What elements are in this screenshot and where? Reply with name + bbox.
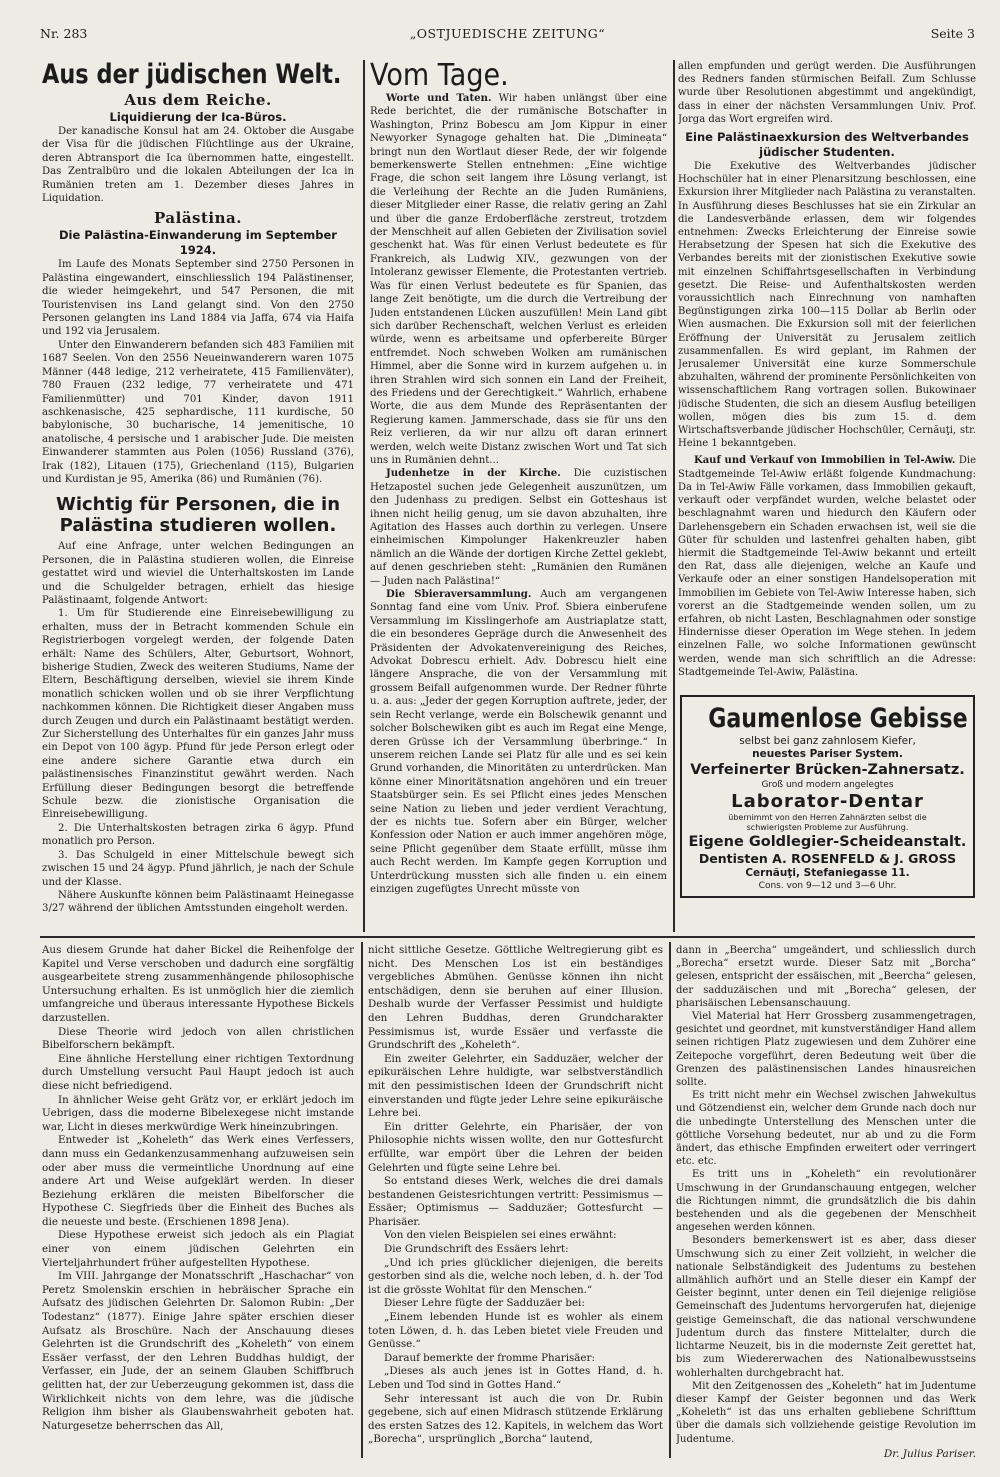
ad-line: Groß und modern angelegtes (761, 780, 894, 790)
article-text: Es tritt uns in „Koheleth“ ein revolutionärer Umschwung in der Grundanschauung entgegen, welcher die Richtungen nimmt, die grundsätzlich die bis dahin bestehenden und als die gegebenen der Menschheit angesehen werden können. (676, 1169, 976, 1234)
ad-line: neuestes Pariser System. (752, 748, 903, 760)
article-lead: Worte und Taten. (386, 92, 492, 104)
article-text: „Und ich pries glücklicher diejenigen, die bereits gestorben sind als die, welche noch leben, d. h. der Tod ist die grösste Wohltat für den Menschen.“ (368, 1256, 663, 1296)
article-text: Nähere Auskunfte können beim Palästinaamt Heinegasse 3/27 während der üblichen Amtsstunden eingeholt werden. (42, 889, 354, 915)
article-text: Sehr interessant ist auch die von Dr. Rubin gegebene, sich auf einen Midrasch stützende Erklärung des ersten Satzes des 12. Kapitels, in welchem das Wort „Borecha“, ursprünglich „Borcha“ lautend, (368, 1392, 663, 1446)
article-lead: Kauf und Verkauf von Immobilien in Tel-Awiw. (694, 455, 956, 467)
article-text: Dieser Lehre fügte der Sadduzäer bei: (384, 1297, 585, 1310)
article-text (370, 92, 667, 467)
ad-title: Gaumenlose Gebisse (708, 703, 968, 734)
author-signature: Dr. Julius Pariser. (883, 1447, 976, 1459)
column-3 (678, 60, 976, 690)
ad-line: Eigene Goldlegier-Scheideanstalt. (688, 834, 967, 850)
article-text: Von den vielen Beispielen sei eines erwähnt: (384, 1229, 617, 1242)
article-text: Diese Theorie wird jedoch von allen christlichen Bibelforschern bekämpft. (42, 1025, 354, 1052)
bottom-column-2 (368, 944, 663, 1459)
article-text: 1. Um für Studierende eine Einreisebewilligung zu erhalten, muss der in Betracht kommenden Schule ein Registrierbogen vorgelegt werden, der folgende Daten erhält: Name des Schülers, Alter, Geburtsort, Wohnort, bisherige Studien, Zweck des weiteren Studiums, Name der Eltern, Beschäftigung derselben, wieviel sie ihrem Kinde monatlich schicken wollen und ob sie ihrer Verpflichtung nachkommen können. Die Richtigkeit dieser Angaben muss durch Zeugen und durch ein Palästinaamt bestätigt werden. Zur Sicherstellung des Unterhaltes für ein ganzes Jahr muss ein Depot von 100 ägyp. Pfund für jede Person erlegt oder eine andere sichere Garantie etwa durch ein palästinensisches Finanzinstitut gewährt werden. Nach Erfüllung dieser Bedingungen besorgt die betreffende Schule bezw. die zionistische Organisation die Einreisebewilligung. (42, 608, 354, 821)
article-text: Auf eine Anfrage, unter welchen Bedingungen an Personen, die in Palästina studieren wollen, die Einreise gestattet wird und wieviel die Unterhaltskosten im Lande und die Schulgelder betragen, erhielt das hiesige Palästinaamt, folgende Antwort: (42, 541, 354, 606)
article-text: nicht sittliche Gesetze. Göttliche Weltregierung gibt es nicht. Des Menschen Los ist ein beständiges vergebliches Abmühen. Genüsse können ihn nicht entschädigen, denn sie beruhen auf einer Illusion. Deshalb wurde der Verfasser Pessimist und huldigte den Lehren Buddhas, deren Grundcharakter Pessimismus ist, wurde Essäer und verfasste die Grundschrift des „Koheleth“. (368, 944, 663, 1052)
article-text: Entweder ist „Koheleth“ das Werk eines Verfessers, dann muss ein Gedankenzusammenhang aufzuweisen sein oder aber muss die vermeintliche Unordnung auf eine andere Art und Weise aufgeklärt werden. In dieser Beziehung erklären die meisten Bibelforscher die Hypothese C. Siegfrieds über die Einheit des Buches als die neueste und beste. (Erschienen 1898 Jena). (42, 1134, 354, 1228)
article-text: 3. Das Schulgeld in einer Mittelschule bewegt sich zwischen 15 und 24 ägyp. Pfund jährlich, je nach der Schule und der Klasse. (42, 849, 354, 888)
article-text: Ein dritter Gelehrte, ein Pharisäer, der von Philosophie nichts wissen wollte, den nur Gottesfurcht erfüllte, war empört über die Lehren der beiden Gelehrten und fügte seine Lehre bei. (368, 1120, 663, 1174)
section-rule (40, 936, 975, 938)
article-text: Die Grundschrift des Essäers lehrt: (384, 1243, 569, 1256)
section-heading: Palästina. (154, 209, 242, 228)
article-text: Diese Hypothese erweist sich jedoch als ein Plagiat einer von einem jüdischen Gelehrten ein Vierteljahrhundert früher aufgestellten Hypothese. (42, 1229, 354, 1269)
article-text: Mit den Zeitgenossen des „Koheleth“ hat im Judentume dieser Kampf der Geister begonnen und das Werk „Koheleth“ ist das uns erhalten gebliebene Schrifttum über die damals sich vollziehende geistige Revolution im Judentume. (676, 1380, 976, 1445)
column-1 (42, 60, 354, 932)
article-body: Die Stadtgemeinde Tel-Awiw erläßt folgende Kundmachung: Da in Tel-Awiw Fälle vorkamen, dass Immobilien gekauft, verkauft oder verpfändet wurden, welche belastet oder beschlagnahmt waren und hiedurch den Käufern oder Darlehensgebern ein Schaden erwachsen ist, weil sie die Güter für schulden und lastenfrei gehalten haben, gibt hiermit die Stadtgemeinde Tel-Awiw bekannt und erteilt den Rat, dass alle diejenigen, welche an Kaufe und Verkaufe oder an einer sonstigen Handelsoperation mit Immobilien im Gebiete von Tel-Awiw Interesse haben, sich vorerst an die Stadtgemeinde wenden sollen, um zu erfahren, ob nicht Lasten, Beschlagnahmen oder sonstige Hindernisse dieser Operation im Wege stehen. In jedem einzelnen Falle, wo solche Informationen gewünscht werden, wende man sich schriftlich an die Adresse: Stadtgemeinde Tel-Awiw, Palästina. (678, 455, 976, 678)
article-text (370, 588, 667, 896)
article-text: „Dieses als auch jenes ist in Gottes Hand, d. h. Leben und Tod sind in Gottes Hand.“ (368, 1365, 663, 1391)
article-text: Besonders bemerkenswert ist es aber, dass dieser Umschwung sich zu einer Zeit vollzieht, in welcher die nationale Selbständigkeit des Judentums zu bestehen allmählich aufhört und an Stelle dieser ein Kampf der Geister beginnt, unter denen ein Teil diejenige religiöse Gemeinschaft des Judentums hervorgerufen hat, diejenige geistige Gemeinschaft, die das national verschwundene Judentum durch das finstere Mittelalter, durch die lichtarme Neuzeit, bis in die modernste Zeit gerettet hat, bis zum Wiedererwachen des Nationalbewusstseins wohlerhalten durchgebracht hat. (676, 1235, 976, 1379)
article-text: Die Exekutive des Weltverbandes jüdischer Hochschüler hat in einer Plenarsitzung beschlossen, eine Exkursion ihrer Mitglieder nach Palästina zu veranstalten. In Ausführung dieses Beschlusses hat sie ein Zirkular an die Landesverbände erlassen, dem wir folgendes entnehmen: Zwecks Erleichterung der Einreise sowie Herabsetzung der Spesen hat sich die Exekutive des Verbandes bereits mit der zionistischen Exekutive sowie mit einzelnen Schiffahrtsgesellschaften in Verbindung gesetzt. Die Reise- und Aufenthaltskosten werden voraussichtlich nach Einrechnung von namhaften Begünstigungen zirka 100—115 Dollar ab Berlin oder Wien ausmachen. Die Exkursion soll mit der feierlichen Eröffnung der Universität zu Jerusalem zeitlich zusammenfallen. Es wird geplant, im Rahmen der Jerusalemer Universität eine kurze Sommerschule abzuhalten, während der prominente Persönlichkeiten von wissenschaftlichem Rang vortragen sollen. Bukowinaer jüdische Studenten, die sich an diesem Ausflug beteiligen wollen, mögen dies bis zum 15. d. dem Wirtschaftsverbande jüdischer Hochschüler, Cernăuţi, str. Heine 1 bekanntgeben. (678, 161, 976, 450)
article-headline: Liquidierung der Ica-Büros. (109, 110, 287, 124)
article-text: dann in „Beercha“ umgeändert, und schliesslich durch „Borecha“ ersetzt wurde. Dieser Satz mit „Borcha“ gelesen, entspricht der essäischen, mit „Beercha“ gelesen, der sadduzäischen und mit „Borecha“ gelesen, der pharisäischen Lebensanschauung. (676, 945, 976, 1009)
article-headline: Eine Palästinaexkursion des Weltverbandes jüdischer Studenten. (685, 130, 969, 160)
ad-line: Verfeinerter Brücken-Zahnersatz. (690, 762, 965, 778)
ad-line: Laborator-Dentar (731, 791, 924, 812)
page-number: Seite 3 (930, 26, 975, 41)
column-rule (363, 60, 365, 932)
article-text (370, 467, 667, 588)
article-text: Der kanadische Konsul hat am 24. Oktober die Ausgabe der Visa für die jüdischen Flüchtlinge aus der Ukraine, deren Abtransport die Ica übernommen hatte, eingestellt. Das Zentralbüro und die lokalen Abteilungen der Ica in Rumänien treten am 1. Dezember dieses Jahres in Liquidation. (42, 126, 354, 205)
ad-line: Dentisten A. ROSENFELD & J. GROSS (698, 851, 957, 866)
article-body: Auch am vergangenen Sonntag fand eine vom Univ. Prof. Sbiera einberufene Versammlung im Kisslingerhofe am Austriaplatze statt, die ein besonderes Gepräge durch die Anwesenheit des Präsidenten der Advokatenvereinigung des Reiches, Advokat Dobrescu erhielt. Adv. Dobrescu hielt eine längere Ansprache, die von der Versammlung mit grossem Beifall aufgenommen wurde. Der Redner führte u. a. aus: „Jeder der gegen Korruption auftrete, jeder, der sein Recht verlange, werde ein Bolschewik genannt und solcher Bolschewiken gibt es auch im Regat eine Menge, deren Grüsse ich der Versammlung überbringe.“ In unserem reichen Lande sei Platz für alle und es sei kein Grund vorhanden, die Minoritäten zu unterdrücken. Man könne einer Minoritätsnation angehören und ein treuer Staatsbürger sein. Es sei Pflicht eines jedes Menschen seine Nation zu lieben und jeder verdient Verachtung, der es nichts tue. Sofern aber ein Bürger, welcher Konfession oder Nation er auch immer angehören möge, seine Pflicht gegenüber dem Staate erfüllt, müsse ihm auch Recht werden. Im Kampfe gegen Korruption und Unterdrückung mussten sich alle finden u. ein einem einzigen zugefügtes Unrecht müsste von (370, 589, 667, 895)
ad-line: Cernăuţi, Stefaniegasse 11. (745, 867, 910, 879)
column-rule (361, 942, 363, 1458)
ad-line: Cons. von 9—12 und 3—6 Uhr. (758, 881, 897, 891)
bottom-column-1 (42, 944, 354, 1459)
article-text: Darauf bemerkte der fromme Pharisäer: (384, 1351, 595, 1364)
article-text: Im VIII. Jahrgange der Monatsschrift „Haschachar“ von Peretz Smolenskin erschien in hebräischer Sprache ein Aufsatz des jüdischen Gelehrten Dr. Salomon Rubin: „Der Todestanz“ (1877). Einige Jahre später erschien dieser Aufsatz als Broschüre. Nach der Anschauung dieses Gelehrten ist die Grundschrift des „Koheleth“ von einem Essäer verfasst, der den Lehren Buddhas huldigt, der Verfasser, ein Jude, der an seinem Glauben Schiffbruch gelitten hat, der zur Ueberzeugung gekommen ist, dass die Wirklichkeit nichts von dem lehre, was die jüdische Religion ihm bisher als Glaubenswahrheit geboten hat. Naturgesetze beherrschen das All, (42, 1270, 354, 1432)
article-text: Unter den Einwanderern befanden sich 483 Familien mit 1687 Seelen. Von den 2556 Neueinwanderern waren 1075 Männer (448 ledige, 212 verheiratete, 415 Familienväter), 780 Frauen (232 ledige, 77 verheiratete und 471 Familienmütter) und 701 Kinder, davon 1911 aschkenasische, 425 sephardische, 111 kurdische, 50 babylonische, 30 bucharische, 14 jemenitische, 10 anatolische, 4 persische und 1 arabischer Jude. Die meisten Einwanderer stammten aus Polen (1056) Russland (376), Irak (182), Litauen (175), Griechenland (115), Bulgarien und Kurdistan je 95, Amerika (86) und Rumänien (76). (42, 339, 354, 485)
article-text: „Einem lebenden Hunde ist es wohler als einem toten Löwen, d. h. das Leben bietet viele Freuden und Genüsse.“ (368, 1311, 663, 1351)
article-lead: Judenhetze in der Kirche. (386, 467, 561, 480)
article-text (678, 454, 976, 678)
column-2 (370, 60, 667, 932)
article-lead: Die Sbieraversammlung. (386, 588, 532, 601)
article-body: Wir haben unlängst über eine Rede berichtet, die der rumänische Botschafter in Washington, Prinz Bobescu am Jom Kippur in einer Newyorker Synagoge gehalten hat. Die „Diminea̦ta“ bringt nun den Wortlaut dieser Rede, der wir folgende bemerkenswerte Stellen entnehmen: „Eine wichtige Frage, die schon seit langem ihre Lösung verlangt, ist die Verleihung der Rechte an die Juden Rumäniens, dieser Mitglieder einer Rasse, die relativ gering an Zahl und über die ganze Erdoberfläche zerstreut, trotzdem der Menschheit auf allen Gebieten der Zivilisation soviel geschenkt hat. Was für einen Verlust bedeutete es für Frankreich, als Ludwig XIV., gezwungen von der Intoleranz gewisser Elemente, die Protestanten vertrieb. Was für einen Verlust bedeutete es für Spanien, das lange Zeit benötigte, um die durch die Vertreibung der Juden entstandenen Lücken auszufüllen! Mein Land gibt sich darüber Rechenschaft, welchen Verlust es erleiden würde, wenn es arbeitsame und opferbereite Bürger entfremdet. Noch schweben Wolken am rumänischen Himmel, aber die Sonne wird in kurzem aufgehen u. in ihren Strahlen wird sich sonnen ein Land der Freiheit, des Friedens und der Gerechtigkeit.“ Wahrlich, erhabene Worte, die aus dem Munde des Repräsentanten der Regierung kamen. Jammerschade, dass sie für uns den Reiz verlieren, da wir nur allzu oft daran erinnert werden, welch weite Distanz zwischen Wort und Tat sich uns in Rumänien dehnt... (370, 93, 667, 466)
ad-line: übernimmt von den Herren Zahnärzten selbst die schwierigsten Probleme zur Ausführung. (728, 813, 927, 832)
article-text: 2. Die Unterhaltskosten betragen zirka 6 ägyp. Pfund monatlich pro Person. (42, 822, 354, 848)
section-heading: Aus dem Reiche. (124, 91, 272, 109)
article-text: So entstand dieses Werk, welches die drei damals bestandenen Geistesrichtungen vertritt: Pessimismus — Essäer; Optimismus — Sadduzäer; Gottesfurcht — Pharisäer. (368, 1175, 663, 1228)
masthead (40, 26, 975, 44)
main-headline: Aus der jüdischen Welt. (42, 60, 342, 90)
article-headline: Wichtig für Personen, die in Palästina studieren wollen. (55, 494, 341, 537)
issue-number: Nr. 283 (40, 26, 88, 41)
ad-line: selbst bei ganz zahnlosem Kiefer, (739, 735, 916, 747)
article-body: Die cuzistischen Hetzapostel suchen jede Gelegenheit auszunützen, um den Judenhass zu predigen. Selbst ein Gotteshaus ist ihnen nicht heilig genug, um sie davon abzuhalten, ihre Agitation des Hasses auch dorthin zu verlegen. Unsere einheimischen Kimpolunger Hakenkreuzler haben nämlich an die Wände der dortigen Kirche Zettel geklebt, auf denen geschrieben steht: „Rumänien den Rumänen — Juden nach Palästina!“ (370, 468, 667, 587)
section-title: Vom Tage. (370, 60, 509, 93)
article-text: allen empfunden und gerügt werden. Die Ausführungen des Redners fanden stürmischen Beifall. Zum Schlusse wurde über Resolutionen abgestimmt und angekündigt, dass in einer der nächsten Versammlungen Univ. Prof. Jorga das Wort ergreifen wird. (678, 61, 976, 125)
article-text: Aus diesem Grunde hat daher Bickel die Reihenfolge der Kapitel und Verse verschoben und dadurch eine sorgfältig ausgearbeitete streng zusammenhängende philosophische Untersuchung erhalten. Es ist unmöglich hier die ziemlich umfangreiche und überaus interessante Hypothese Bickels darzustellen. (42, 944, 354, 1024)
dentist-advertisement (680, 695, 975, 898)
bottom-column-3 (676, 944, 976, 1459)
article-text: Es tritt nicht mehr ein Wechsel zwischen Jahwekultus und Götzendienst ein, welcher dem Grunde nach doch nur die unbedingte Unterstellung des Menschen unter die göttliche Vorsehung bedeutet, nur ab und zu die Form ändert, das ethische Empfinden erweitert oder verringert etc. etc. (676, 1090, 976, 1168)
article-text: Ein zweiter Gelehrter, ein Sadduzäer, welcher der epikuräischen Lehre huldigte, war selbstverständlich mit den pessimistischen Ideen der Grundschrift nicht einverstanden und fügte jeder Lehre seine epikuräische Lehre bei. (368, 1052, 663, 1120)
column-rule (673, 60, 675, 932)
article-text: Im Laufe des Monats September sind 2750 Personen in Palästina eingewandert, einschliesslich 194 Palästinenser, die wieder heimgekehrt, und 547 Personen, die mit Touristenvisen ins Land gelangt sind. Von den 2750 Personen gelangten ins Land 1884 via Jaffa, 674 via Haifa und 192 via Jerusalem. (42, 259, 354, 338)
article-text: Viel Material hat Herr Grossberg zusammengetragen, gesichtet und geordnet, mit kunstverständiger Hand allem seinen richtigen Platz zugewiesen und dem Zuhörer eine Zeitepoche vorgeführt, deren Bedeutung weit über die Grenzen des palästinensischen Landes hinausreichen sollte. (676, 1011, 976, 1089)
article-text: Eine ähnliche Herstellung einer richtigen Textordnung durch Umstellung versucht Paul Haupt jedoch ist auch diese nicht befriedigend. (42, 1052, 354, 1092)
column-rule (669, 942, 671, 1458)
article-text: In ähnlicher Weise geht Grätz vor, er erklärt jedoch im Uebrigen, dass die moderne Bibelexegese nicht imstande war, Licht in dieses merkwürdige Werk hineinzubringen. (42, 1093, 354, 1133)
article-headline: Die Palästina-Einwanderung im September 1924. (59, 228, 337, 258)
paper-name: „OSTJUEDISCHE ZEITUNG“ (409, 26, 606, 41)
